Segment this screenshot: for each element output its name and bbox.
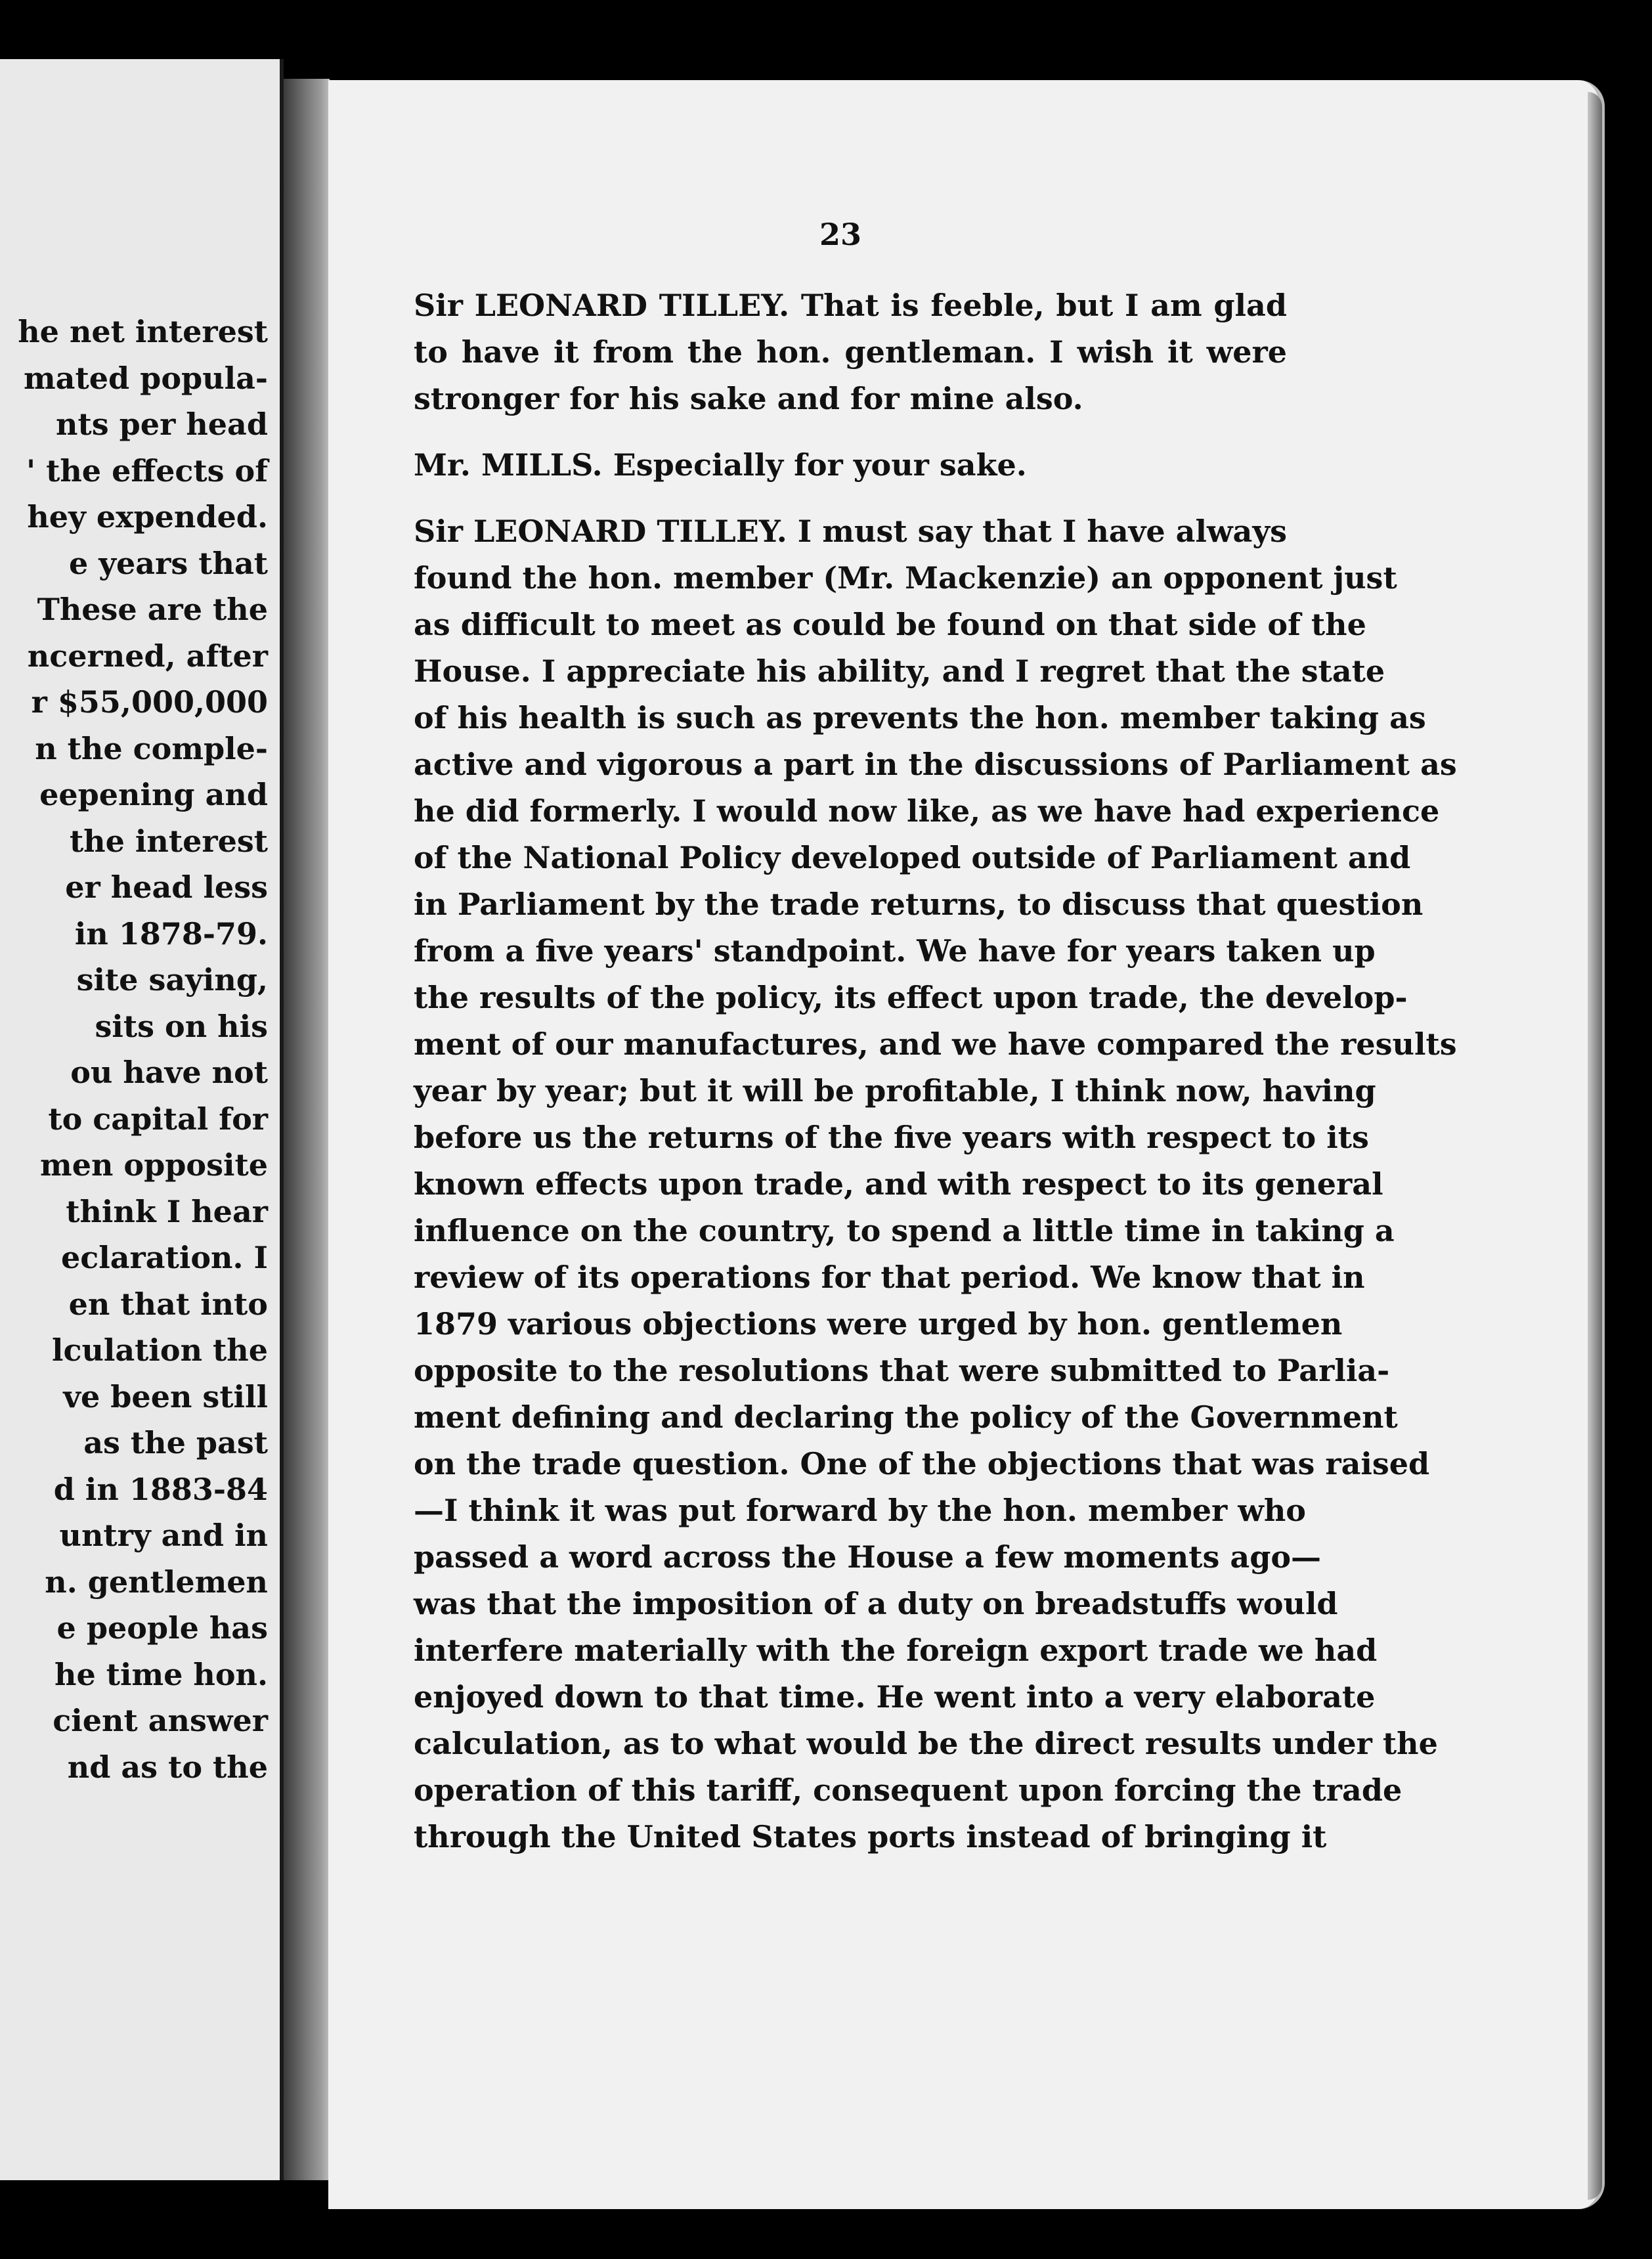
text-line: before us the returns of the five years with respect to its	[414, 1120, 1369, 1155]
text-line: operation of this tariff, consequent upon forcing the trade	[414, 1772, 1402, 1808]
left-page-line: to capital for	[48, 1101, 268, 1137]
text-line: enjoyed down to that time. He went into a very elaborate	[414, 1679, 1376, 1715]
left-page-line: in 1878-79.	[74, 915, 268, 952]
left-page-line: he time hon.	[54, 1656, 268, 1692]
text-line: interfere materially with the foreign export trade we had	[414, 1633, 1378, 1668]
text-line: was that the imposition of a duty on breadstuffs would	[414, 1586, 1338, 1621]
left-page-line: ncerned, after	[27, 638, 268, 674]
paragraph-gap	[414, 422, 1287, 442]
text-line: ment defining and declaring the policy of the Government	[414, 1399, 1398, 1435]
left-page-line: d in 1883-84	[53, 1471, 268, 1507]
text-line: House. I appreciate his ability, and I regret that the state	[414, 653, 1385, 689]
book-gutter	[284, 79, 330, 2180]
left-page-line: ' the effects of	[26, 452, 268, 489]
left-page-line: site saying,	[76, 962, 268, 998]
left-page-line: nts per head	[56, 406, 268, 442]
text-line: passed a word across the House a few moments ago—	[414, 1539, 1322, 1575]
text-line: known effects upon trade, and with respect to its general	[414, 1166, 1383, 1202]
left-page-line: ve been still	[63, 1378, 268, 1415]
text-line: of his health is such as prevents the hon. member taking as	[414, 700, 1426, 735]
text-line: the results of the policy, its effect upon trade, the develop-	[414, 980, 1408, 1015]
left-facing-page	[0, 59, 284, 2180]
left-page-text-fragment	[0, 309, 268, 1790]
text-line: on the trade question. One of the objections that was raised	[414, 1446, 1430, 1481]
left-page-line: eclaration. I	[61, 1240, 268, 1275]
left-page-line: r $55,000,000	[31, 684, 268, 720]
left-page-line: ou have not	[70, 1055, 268, 1090]
left-page-line: he net interest	[18, 314, 268, 349]
text-line: stronger for his sake and for mine also.	[414, 381, 1083, 416]
text-line: Sir LEONARD TILLEY. I must say that I have always	[414, 514, 1287, 549]
left-page-line: the interest	[69, 823, 268, 859]
left-page-line: as the past	[83, 1425, 268, 1460]
text-line: review of its operations for that period. We know that in	[414, 1260, 1365, 1295]
left-page-line: n. gentlemen	[45, 1564, 268, 1600]
text-line: year by year; but it will be profitable, I think now, having	[414, 1073, 1376, 1108]
page-edge-shadow	[1588, 92, 1602, 2200]
text-line: from a five years' standpoint. We have for years taken up	[414, 933, 1376, 969]
left-page-line: hey expended.	[27, 499, 268, 535]
text-line: —I think it was put forward by the hon. member who	[414, 1493, 1306, 1528]
left-page-line: eepening and	[39, 777, 268, 812]
left-page-line: er head less	[65, 869, 268, 905]
left-page-line: untry and in	[59, 1518, 268, 1553]
text-line: influence on the country, to spend a little time in taking a	[414, 1213, 1395, 1248]
left-page-line: think I hear	[66, 1193, 268, 1229]
left-page-line: cient answer	[53, 1703, 268, 1738]
left-page-line: nd as to the	[67, 1749, 268, 1785]
left-page-line: e years that	[69, 545, 268, 581]
left-page-line: en that into	[68, 1286, 268, 1322]
text-line: of the National Policy developed outside of Parliament and	[414, 840, 1411, 875]
left-page-line: men opposite	[40, 1147, 268, 1183]
left-page-line: e people has	[56, 1610, 268, 1646]
page-number: 23	[819, 217, 861, 252]
text-line: in Parliament by the trade returns, to discuss that question	[414, 887, 1424, 922]
paragraph	[414, 442, 1287, 489]
text-line: 1879 various objections were urged by hon. gentlemen	[414, 1306, 1343, 1342]
left-page-line: These are the	[37, 592, 268, 627]
text-line: to have it from the hon. gentleman. I wish it were	[414, 334, 1287, 370]
paragraph-gap	[414, 489, 1287, 508]
left-page-line: mated popula-	[24, 360, 268, 396]
paragraph	[414, 282, 1287, 422]
text-line: Sir LEONARD TILLEY. That is feeble, but I am glad	[414, 288, 1287, 323]
paragraph	[414, 508, 1457, 1860]
left-page-line: n the comple-	[35, 730, 268, 766]
text-line: he did formerly. I would now like, as we have had experience	[414, 793, 1440, 829]
left-page-line: lculation the	[51, 1332, 268, 1368]
text-line: calculation, as to what would be the direct results under the	[414, 1726, 1438, 1761]
text-line: ment of our manufactures, and we have compared the results	[414, 1026, 1457, 1062]
text-line: opposite to the resolutions that were submitted to Parlia-	[414, 1353, 1390, 1388]
text-line: Mr. MILLS. Especially for your sake.	[414, 447, 1027, 483]
text-line: through the United States ports instead of bringing it	[414, 1819, 1327, 1854]
page-body-text	[414, 282, 1457, 1860]
left-page-line: sits on his	[95, 1008, 268, 1044]
text-line: found the hon. member (Mr. Mackenzie) an opponent just	[414, 560, 1397, 596]
text-line: active and vigorous a part in the discussions of Parliament as	[414, 747, 1457, 782]
text-line: as difficult to meet as could be found on that side of the	[414, 607, 1366, 642]
